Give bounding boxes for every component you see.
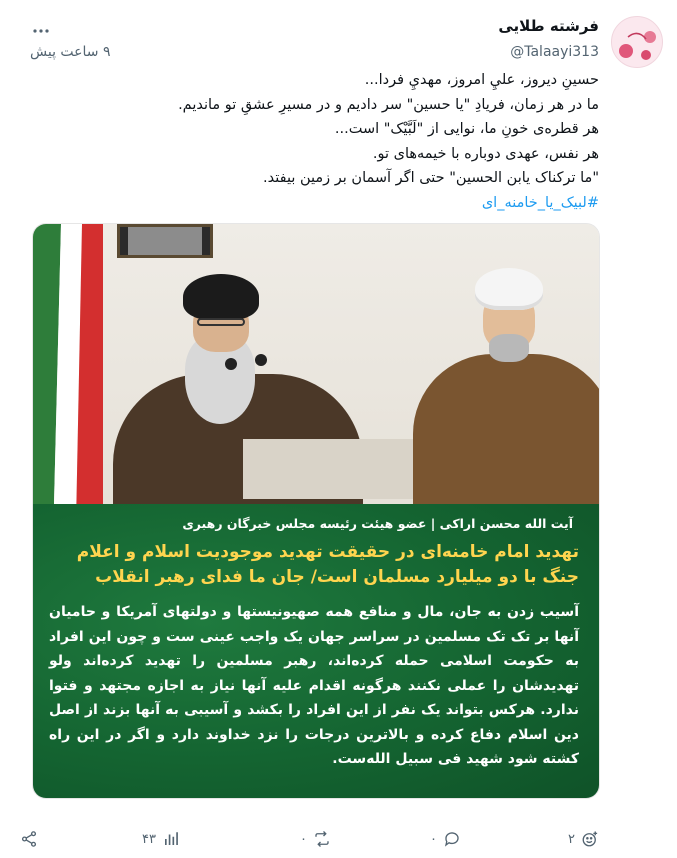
photo: [33, 224, 600, 504]
tweet-line: هر قطره‌ی خونِ ما، نوایی از "لَبَّیْک" است...: [334, 121, 599, 137]
react-button[interactable]: [568, 830, 599, 848]
like-count: ۰: [300, 831, 307, 847]
reply-button[interactable]: [430, 830, 461, 848]
tweet-line: "ما ترکناک یابن الحسین" حتی اگر آسمان بر زمین بیفتد.: [263, 170, 599, 186]
wall-portrait: [117, 224, 213, 258]
reply-count: ۰: [430, 831, 437, 847]
views-button[interactable]: [142, 830, 180, 848]
like-button[interactable]: [300, 830, 331, 848]
views-count: ۴۳: [142, 831, 156, 847]
avatar[interactable]: [611, 16, 663, 68]
tweet-line: هر نفس، عهدی دوباره با خیمه‌های تو.: [372, 145, 599, 162]
repost-icon: [313, 830, 331, 848]
hashtag-link[interactable]: #لبیک_یا_خامنه_ای: [481, 194, 599, 211]
tweet-media-image[interactable]: [32, 223, 600, 799]
tweet-header: [498, 16, 599, 62]
emoji-add-icon: [581, 830, 599, 848]
share-icon: [20, 830, 38, 848]
tweet-line: حسینِ دیروز، عليِ امروز، مهديِ فردا...: [364, 72, 599, 88]
poster-headline: تهدید امام خامنه‌ای در حقیقت تهدید موجودیت اسلام و اعلام جنگ با دو میلیارد مسلمان است/ جان ما فدای رهبر انقلاب: [76, 542, 579, 587]
more-options-icon[interactable]: [30, 20, 52, 42]
views-icon: [162, 830, 180, 848]
tweet-text: [29, 68, 599, 215]
microphone-icon: [221, 354, 281, 404]
avatar-image: [612, 17, 663, 68]
poster-panel: [33, 504, 600, 799]
poster-byline: آیت الله محسن اراکی | عضو هیئت رئیسه مجلس خبرگان رهبری: [182, 516, 573, 531]
share-button[interactable]: [20, 830, 38, 848]
person-right: [413, 264, 600, 504]
react-count: ۲: [568, 831, 575, 847]
comment-icon: [443, 830, 461, 848]
action-bar: [20, 830, 610, 854]
display-name[interactable]: فرشته طلایی: [498, 17, 599, 35]
tweet-line: ما در هر زمان، فریادِ "یا حسین" سر دادیم و در مسیرِ عشقِ تو ماندیم.: [178, 96, 599, 113]
timestamp[interactable]: ۹ ساعت پیش: [30, 44, 111, 60]
flag-image: [33, 224, 103, 504]
poster-paragraph: آسیب زدن به جان، مال و منافع همه صهیونیستها و دولتهای آمریکا و حامیان آنها بر تک تک مسلمین در سراسر جهان یک واجب عینی ست و چون این افراد به حکومت اسلامی حمله کرده‌اند، رهبر مسلمین را تهدید کرده‌اند ولو تهدیدشان را عملی نکنند هرگونه اقدام علیه آنها نیاز به اجازه مجتهد و فتوا ندارد. هرکس بتواند یک نفر از این افراد را بکشد و آسیبی به آنها بزند از اصل دین اسلام دفاع کرده و بالاترین درجات را نزد خداوند دارد و اگر در این راه کشته شود شهید فی سبیل الله‌ست.: [49, 604, 579, 767]
user-handle[interactable]: @Talaayi313: [510, 44, 599, 60]
